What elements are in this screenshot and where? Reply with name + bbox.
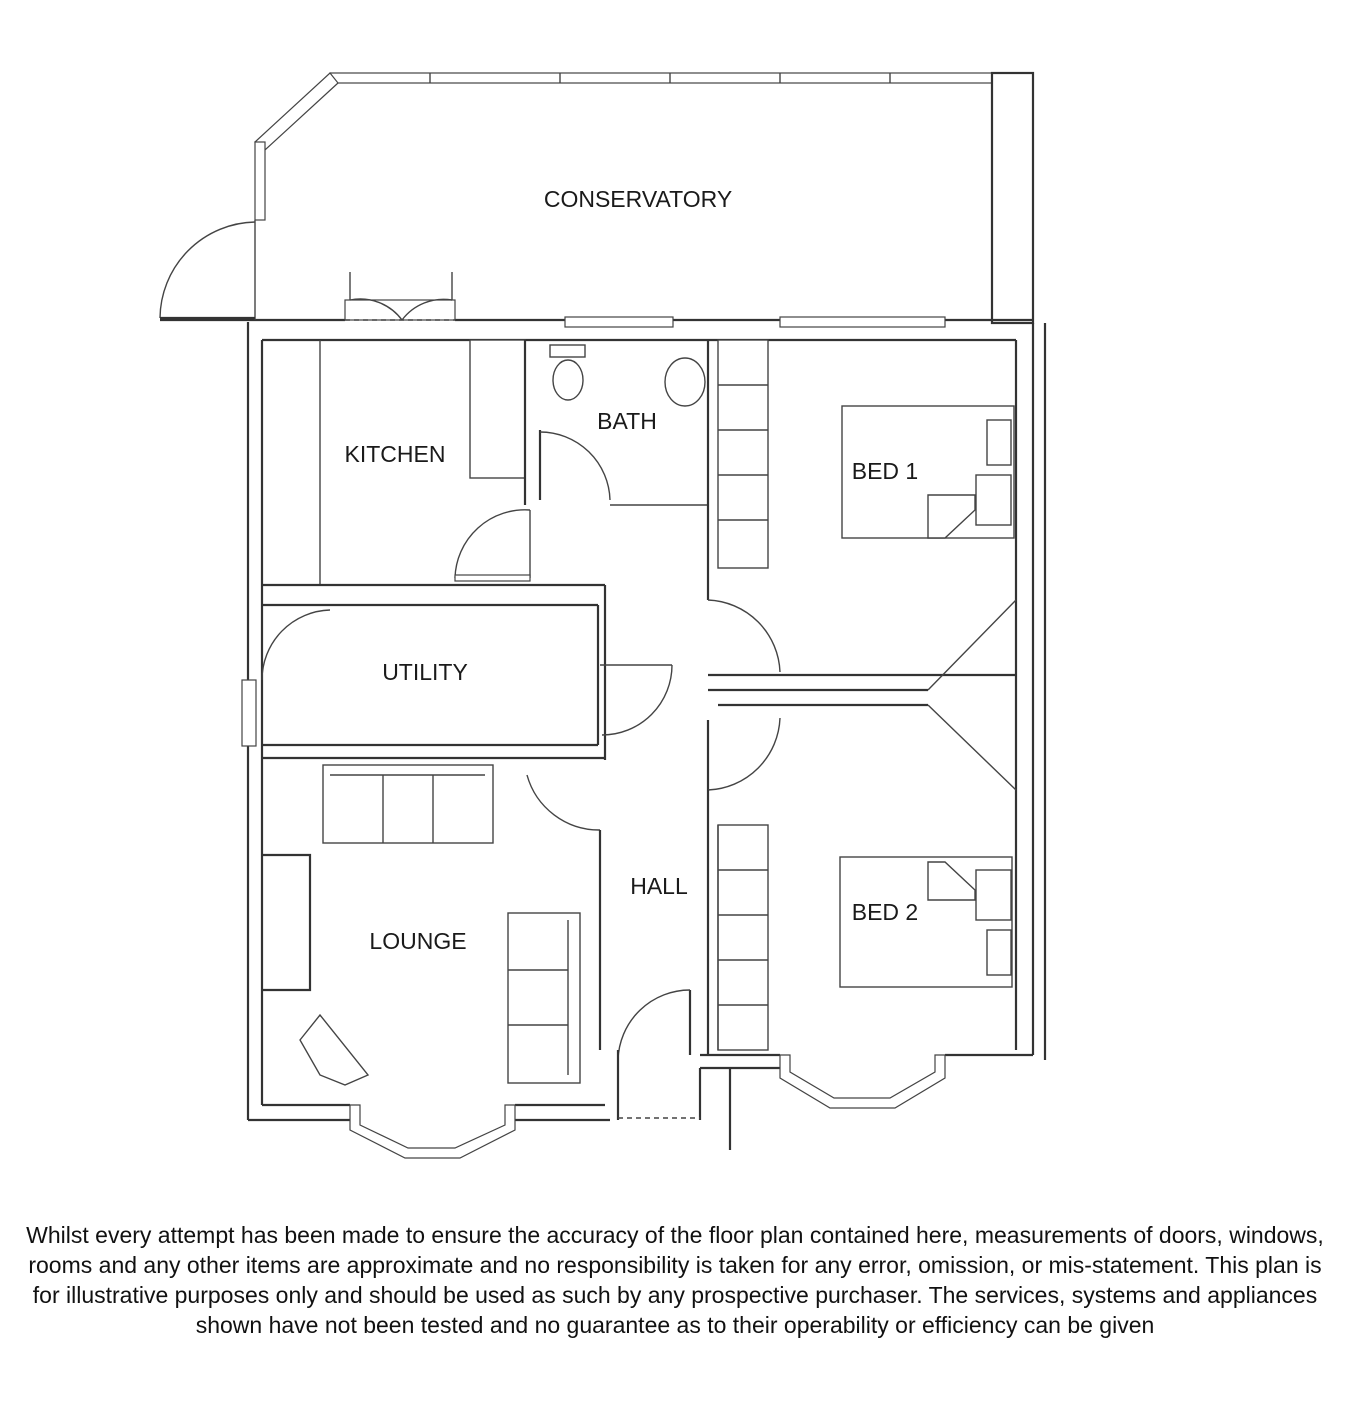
room-label-lounge: LOUNGE xyxy=(369,928,467,954)
room-label-bath: BATH xyxy=(597,408,657,434)
room-label-conservatory: CONSERVATORY xyxy=(543,186,733,212)
kitchen-hall-door xyxy=(455,510,530,581)
conservatory-door xyxy=(160,220,255,320)
bed1-window xyxy=(780,317,945,327)
bed-doors xyxy=(708,600,1016,790)
bath-window xyxy=(565,317,673,327)
bed2-bay-window xyxy=(780,1055,945,1108)
room-label-utility: UTILITY xyxy=(382,659,468,685)
front-door xyxy=(618,990,700,1120)
room-label-kitchen: KITCHEN xyxy=(344,441,446,467)
lounge-furniture xyxy=(262,765,600,1085)
bed1-wardrobe xyxy=(718,340,768,568)
bed2-wardrobe xyxy=(708,790,768,1055)
lounge-bay-window xyxy=(350,1105,515,1158)
bath-fittings xyxy=(540,340,708,600)
disclaimer-text: Whilst every attempt has been made to ensure the accuracy of the floor plan contained here, measurements of doors, windows, rooms and any other items are approximate and no responsibility is taken for any error, omission, or mis-statement. This plan is for illustrative purposes only and should be used as such by any prospective purchaser. The services, systems and appliances shown have not been tested and no guarantee as to their operability or efficiency can be given xyxy=(26,1222,1324,1338)
room-label-bed2: BED 2 xyxy=(851,899,919,925)
room-label-hall: HALL xyxy=(630,873,688,899)
room-label-bed1: BED 1 xyxy=(851,458,919,484)
